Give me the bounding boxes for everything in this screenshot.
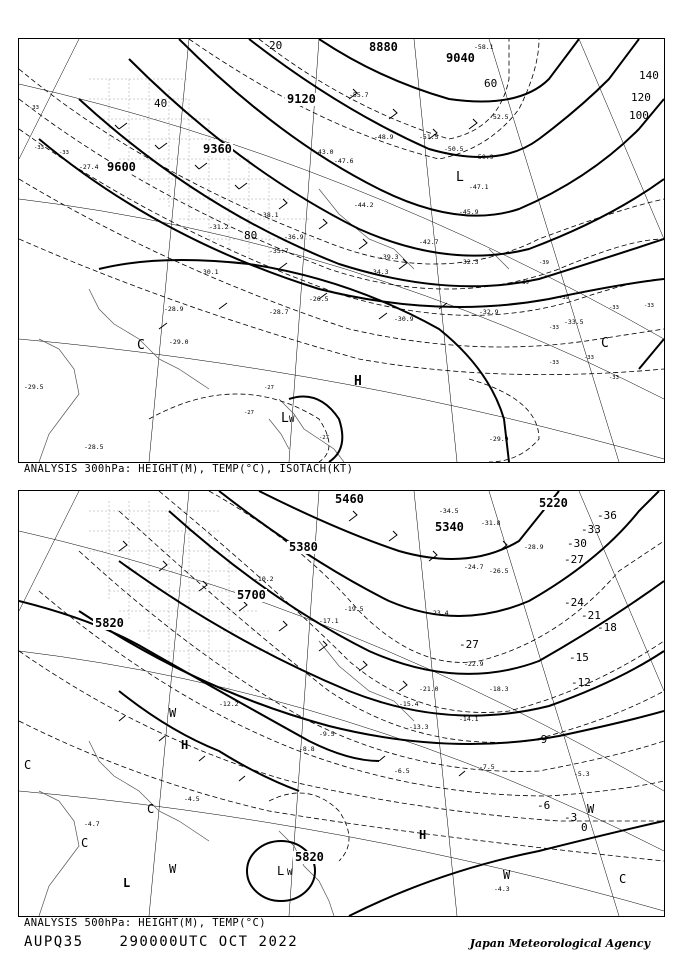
temp-value: -30.1: [199, 268, 219, 276]
high-center-label: H: [354, 374, 362, 389]
temp-value: -4.5: [184, 795, 200, 803]
cold-center-label: C: [147, 802, 155, 816]
svg-text:-39: -39: [539, 260, 549, 266]
isotherm-label: 0: [581, 821, 588, 834]
temp-value: -36.9: [284, 233, 304, 241]
temp-value: -47.1: [469, 183, 489, 191]
temp-value: -22.9: [464, 660, 484, 668]
isotherm-label: -9: [534, 733, 548, 746]
temp-value: -31.2: [209, 223, 229, 231]
temp-value: -52.5: [489, 113, 509, 121]
isotach-label: 140: [639, 69, 659, 82]
isotherm-label: -30: [567, 537, 587, 550]
temp-value: -15.4: [399, 700, 419, 708]
height-label: 9120: [287, 92, 316, 106]
temp-value: -28.9: [524, 543, 544, 551]
temp-value: -32.3: [459, 258, 479, 266]
isotherm-label: -33: [581, 523, 601, 536]
height-labels-500: [93, 492, 569, 864]
svg-text:-39: -39: [559, 295, 569, 301]
temp-value: -12.2: [219, 700, 239, 708]
svg-text:-33: -33: [609, 375, 619, 381]
agency-name: Japan Meteorological Agency: [469, 937, 650, 950]
isotach-label: 60: [484, 77, 498, 90]
map-panel-500hpa: [18, 490, 665, 917]
temp-samples-500: [84, 507, 590, 893]
temp-value: -34.5: [439, 507, 459, 515]
temp-value: -44.2: [354, 201, 374, 209]
isotach-label: 40: [154, 97, 168, 110]
temp-value: -29.0: [169, 338, 189, 346]
high-center-label: H: [181, 738, 189, 752]
svg-text:-33: -33: [609, 305, 619, 311]
warm-center-label: W: [169, 862, 177, 876]
temp-value: -35.7: [269, 247, 289, 255]
coastline-500: [39, 641, 414, 916]
height-label: 5220: [539, 496, 568, 510]
map-300hpa-canvas: [19, 39, 664, 462]
isotherm-label: -15: [569, 651, 589, 664]
warm-center-label: W: [169, 706, 177, 720]
cold-center-label: C: [24, 758, 32, 772]
isotherm-label: -27: [564, 553, 584, 566]
height-label: 9040: [446, 51, 475, 65]
coastline-300: [39, 189, 509, 462]
temp-value: -50.5: [444, 145, 464, 153]
svg-text:-27: -27: [244, 410, 254, 416]
isotherm-label: -27: [459, 638, 479, 651]
svg-text:-27: -27: [264, 385, 274, 391]
svg-text:-33: -33: [59, 150, 69, 156]
temp-value: -27.4: [79, 163, 99, 171]
temp-value: -28.9: [164, 305, 184, 313]
isotach-label: 80: [244, 229, 258, 242]
temp-value: -26.5: [309, 295, 329, 303]
cold-center-label: C: [619, 872, 627, 886]
low-center-label: L: [277, 864, 285, 878]
warm-center-label: W: [503, 868, 511, 882]
temp-value: -33.5: [564, 318, 584, 326]
height-label: 8880: [369, 40, 398, 54]
temp-value: -7.5: [479, 763, 495, 771]
temp-value: -47.6: [334, 157, 354, 165]
isotherm-label: -18: [597, 621, 617, 634]
low-center-label: L: [281, 411, 289, 426]
temp-value: -10.2: [254, 575, 274, 583]
temp-value: -21.0: [419, 685, 439, 693]
svg-text:-33: -33: [549, 325, 559, 331]
temp-value: -38.1: [259, 211, 279, 219]
temp-value: -8.8: [299, 745, 315, 753]
temp-value: -28.5: [84, 443, 104, 451]
svg-text:-33: -33: [29, 105, 39, 111]
high-center-label: H: [419, 828, 427, 842]
isotherm-label: -21: [581, 609, 601, 622]
temp-value: -42.7: [419, 238, 439, 246]
temp-value: -51.5: [419, 133, 439, 141]
caption-300hpa: ANALYSIS 300hPa: HEIGHT(M), TEMP(°C), ISOTACH(KT): [24, 463, 354, 475]
temp-value: -19.5: [344, 605, 364, 613]
svg-text:-33: -33: [34, 145, 44, 151]
product-line: [24, 934, 324, 950]
warm-center-label: W: [289, 415, 295, 425]
temp-value: -50.9: [474, 153, 494, 161]
warm-center-label: W: [287, 868, 293, 878]
isotherm-label: -12: [571, 676, 591, 689]
warm-center-label: W: [587, 802, 595, 816]
isotherm-label: -6: [537, 799, 551, 812]
temp-value: -4.3: [494, 885, 510, 893]
low-center-label: L: [456, 170, 464, 185]
temp-value: -31.8: [481, 519, 501, 527]
valid-datetime: 290000UTC OCT 2022: [119, 934, 299, 950]
temp-value: -29.9: [489, 435, 509, 443]
product-code: AUPQ35: [24, 934, 84, 950]
svg-text:-33: -33: [644, 303, 654, 309]
temp-value: -4.7: [84, 820, 100, 828]
temp-value: -32.9: [479, 308, 499, 316]
isotherm-label: -3: [564, 811, 578, 824]
svg-text:-27: -27: [319, 435, 329, 441]
cold-center-label: C: [81, 836, 89, 850]
low-center-label: L: [123, 876, 131, 890]
isotach-label: 100: [629, 109, 649, 122]
height-label: 5380: [289, 540, 318, 554]
svg-text:-33: -33: [549, 360, 559, 366]
temp-value: -39.3: [379, 253, 399, 261]
temp-value: -30.9: [394, 315, 414, 323]
isotherm-label: -36: [597, 509, 617, 522]
temp-value: -6.5: [394, 767, 410, 775]
temp-value: -13.3: [409, 723, 429, 731]
temp-value: -28.7: [269, 308, 289, 316]
isotherm-label: -24: [564, 596, 584, 609]
temp-value: -29.5: [24, 383, 44, 391]
map-500hpa-canvas: [19, 491, 664, 916]
map-panel-300hpa: [18, 38, 665, 463]
isotach-label: 120: [631, 91, 651, 104]
temp-value: -14.1: [459, 715, 479, 723]
height-label: 9600: [107, 160, 136, 174]
cold-center-label: C: [137, 338, 145, 353]
temp-value: -18.3: [489, 685, 509, 693]
isotach-label: 20: [269, 39, 283, 52]
temp-value: -5.3: [574, 770, 590, 778]
temp-value: -55.7: [349, 91, 369, 99]
temp-value: -48.9: [374, 133, 394, 141]
temp-value: -43.0: [314, 148, 334, 156]
temp-value: -26.5: [489, 567, 509, 575]
svg-text:-39: -39: [519, 280, 529, 286]
svg-text:-33: -33: [584, 355, 594, 361]
temp-value: -17.1: [319, 617, 339, 625]
cold-center-label: C: [601, 336, 609, 351]
caption-500hpa: ANALYSIS 500hPa: HEIGHT(M), TEMP(°C): [24, 917, 266, 929]
height-label: 9360: [203, 142, 232, 156]
temp-value: -45.9: [459, 208, 479, 216]
height-label: 5460: [335, 492, 364, 506]
temp-value: -34.3: [369, 268, 389, 276]
height-label: 5820: [295, 850, 324, 864]
temp-value: -9.5: [319, 730, 335, 738]
temp-value: -24.7: [464, 563, 484, 571]
height-label: 5700: [237, 588, 266, 602]
height-label: 5340: [435, 520, 464, 534]
temp-value: -23.4: [429, 609, 449, 617]
temp-value: -58.1: [474, 43, 494, 51]
height-label: 5820: [95, 616, 124, 630]
